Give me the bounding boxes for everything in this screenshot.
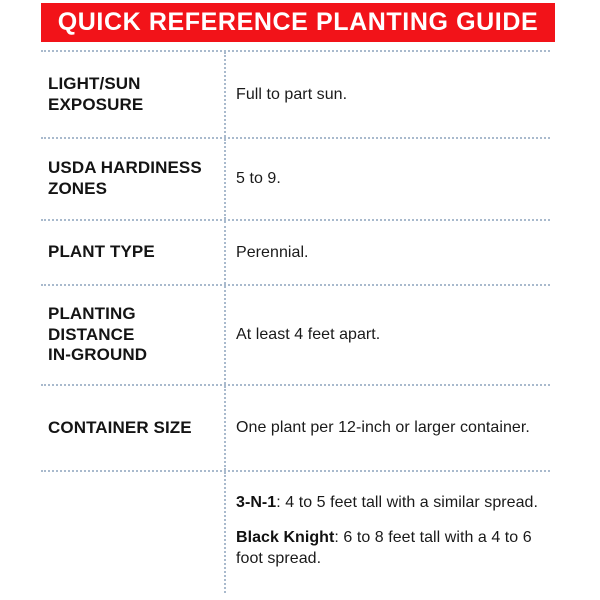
row-value: At least 4 feet apart.	[236, 326, 381, 344]
table-row	[41, 137, 550, 219]
cultivar-separator: :	[334, 528, 344, 546]
row-label-cell	[41, 472, 224, 593]
row-value-cell	[224, 52, 550, 137]
table-row	[41, 50, 550, 137]
row-label-line: USDA HARDINESS	[48, 158, 202, 178]
cultivar-name: Black Knight	[236, 528, 335, 546]
row-label-line: LIGHT/SUN	[48, 73, 141, 93]
table-row	[41, 284, 550, 384]
table-row	[41, 384, 550, 470]
table-row	[41, 219, 550, 284]
guide-header-banner	[41, 3, 555, 42]
cultivar-list	[236, 492, 542, 570]
table-row	[41, 470, 550, 593]
list-item	[236, 527, 542, 570]
row-label-line: ZONES	[48, 179, 108, 198]
row-value: Full to part sun.	[236, 85, 348, 103]
row-label-line: IN-GROUND	[48, 345, 148, 365]
row-value: Perennial.	[236, 243, 309, 261]
row-label: CONTAINER SIZE	[48, 417, 192, 437]
row-label-line: DISTANCE	[48, 324, 135, 344]
row-label-line: EXPOSURE	[48, 94, 144, 114]
cultivar-separator: :	[276, 494, 286, 511]
row-label-line: PLANTING	[48, 303, 136, 323]
planting-guide-table	[41, 50, 550, 593]
row-value-cell	[224, 139, 550, 219]
row-value-cell	[224, 286, 550, 384]
row-label: PLANT TYPE	[48, 242, 155, 262]
row-label-cell	[41, 221, 224, 284]
row-label	[48, 304, 147, 366]
row-label-cell	[41, 52, 224, 137]
row-label-cell	[41, 286, 224, 384]
row-value: One plant per 12-inch or larger container.	[236, 419, 530, 437]
cultivar-name: 3-N-1	[236, 494, 277, 511]
row-label-cell	[41, 386, 224, 470]
cultivar-description: 6 to 8 feet tall with a 4 to 6 foot spread.	[236, 528, 532, 568]
row-label	[48, 74, 143, 115]
row-label	[48, 158, 202, 199]
list-item	[236, 492, 542, 514]
row-value-cell	[224, 386, 550, 470]
row-value: 5 to 9.	[236, 170, 281, 188]
page-title: QUICK REFERENCE PLANTING GUIDE	[57, 8, 539, 36]
row-value-cell	[224, 472, 550, 593]
row-value-cell	[224, 221, 550, 284]
row-label-cell	[41, 139, 224, 219]
cultivar-description: 4 to 5 feet tall with a similar spread.	[285, 494, 538, 511]
